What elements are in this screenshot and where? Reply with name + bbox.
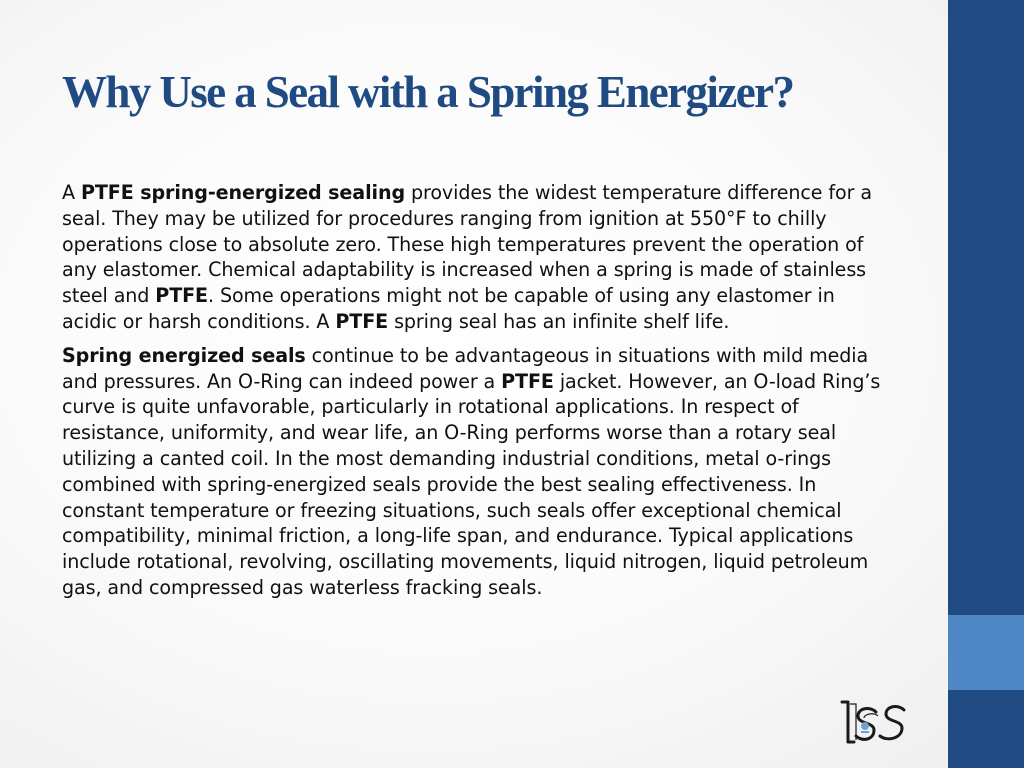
slide-title: Why Use a Seal with a Spring Energizer? [62,67,794,117]
paragraph-2 [62,343,892,601]
paragraph-1-bold-1: PTFE spring-energized sealing [80,181,406,204]
paragraph-1-text-3: . Some operations might not be capable of using any elastomer in acidic or harsh conditions. A [62,284,835,333]
paragraph-2-bold-2: PTFE [501,369,554,393]
paragraph-2-bold-1: Spring energized seals [62,343,306,367]
paragraph-1 [62,180,892,335]
company-logo-icon [836,696,910,750]
paragraph-1-bold-3: PTFE [335,309,389,333]
paragraph-1-text-4: spring seal has an infinite shelf life. [388,309,730,333]
paragraph-1-bold-2: PTFE [155,284,209,308]
paragraph-2-text-1: continue to be advantageous in situations with mild media and pressures. An O-Ring can indeed power a [62,343,869,393]
slide-body [62,180,892,609]
paragraph-1-text-2: provides the widest temperature difference for a seal. They may be utilized for procedures ranging from ignition at 550°F to chilly operations close to absolute zero. These high temperatures prevent the operation of any elastomer. Chemical adaptability is increased when a spring is made of stainless steel and [62,181,872,308]
paragraph-2-text-2: jacket. However, an O-load Ring’s curve is quite unfavorable, particularly in rotational applications. In respect of resistance, uniformity, and wear life, an O-Ring performs worse than a rotary seal utilizing a canted coil. In the most demanding industrial conditions, metal o-rings combined with spring-energized seals provide the best sealing effectiveness. In constant temperature or freezing situations, such seals offer exceptional chemical compatibility, minimal friction, a long-life span, and endurance. Typical applications include rotational, revolving, oscillating movements, liquid nitrogen, liquid petroleum gas, and compressed gas waterless fracking seals. [62,369,881,599]
sidebar-accent-block [948,615,1024,690]
paragraph-1-text-1: A [62,181,81,204]
